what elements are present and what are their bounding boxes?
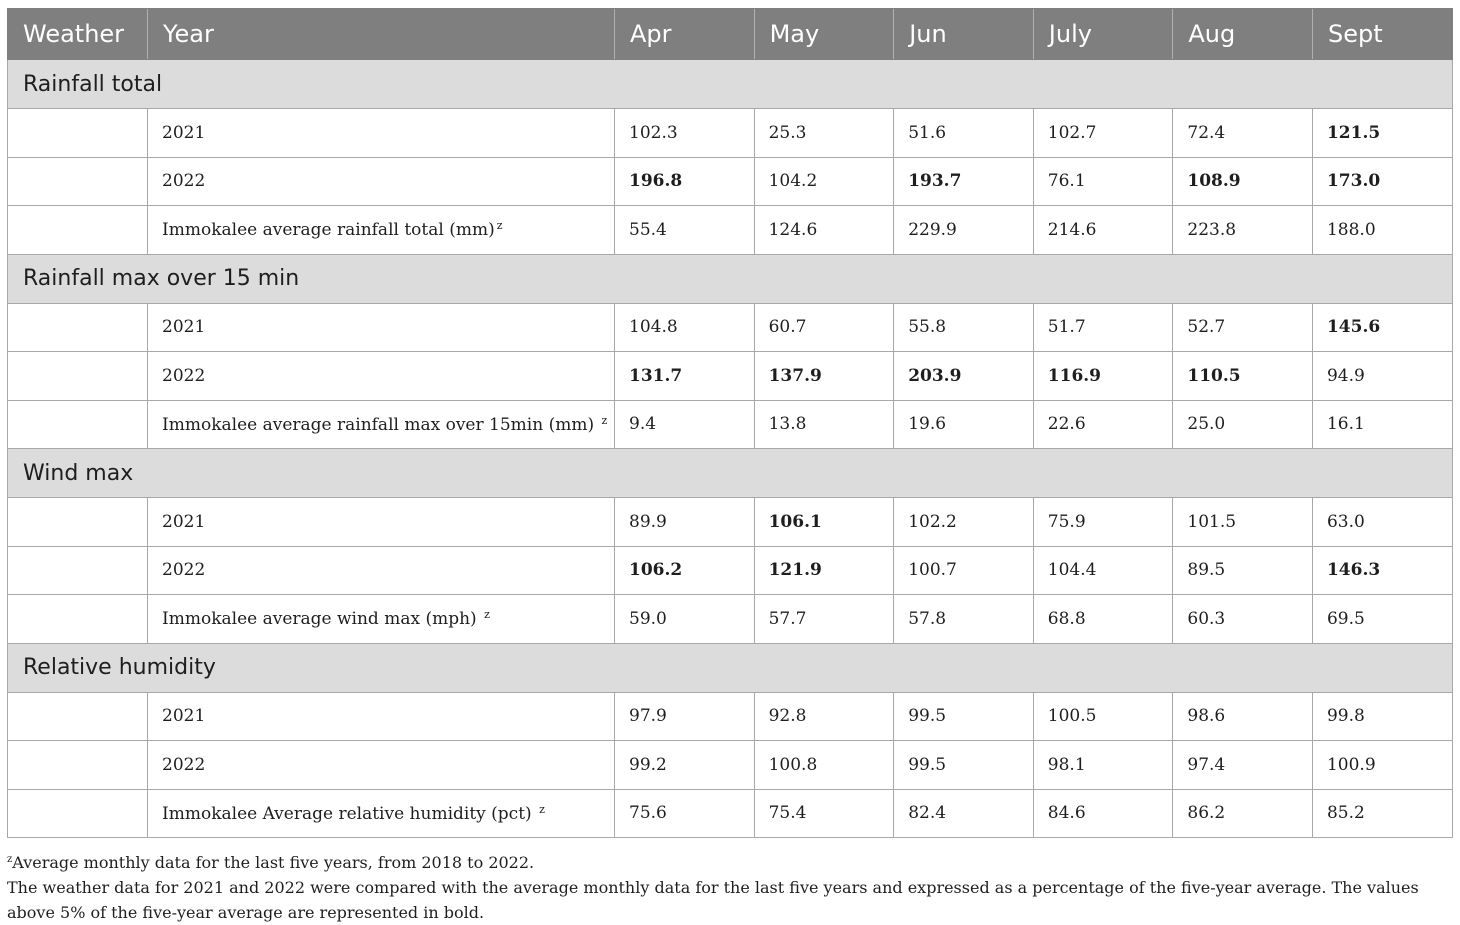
row-label: 2022 — [162, 754, 206, 775]
value-cell: 55.8 — [894, 303, 1034, 352]
value-cell: 97.9 — [615, 692, 755, 741]
value-cell: 51.7 — [1033, 303, 1173, 352]
year-cell — [148, 789, 615, 838]
footnote-text: Average monthly data for the last five years, from 2018 to 2022. — [12, 853, 535, 872]
group-label: Relative humidity — [8, 643, 1453, 692]
value-cell: 75.6 — [615, 789, 755, 838]
value-cell: 116.9 — [1033, 352, 1173, 401]
value-cell: 92.8 — [754, 692, 894, 741]
value-cell: 124.6 — [754, 206, 894, 255]
value-cell: 99.2 — [615, 741, 755, 790]
row-label: 2021 — [162, 122, 206, 143]
value-cell: 173.0 — [1312, 157, 1452, 206]
value-cell: 69.5 — [1312, 595, 1452, 644]
value-cell: 110.5 — [1173, 352, 1313, 401]
footnote-marker: z — [601, 413, 608, 427]
value-cell: 25.3 — [754, 109, 894, 158]
row-label: 2021 — [162, 706, 206, 727]
value-cell: 98.6 — [1173, 692, 1313, 741]
weather-cell — [8, 157, 148, 206]
weather-cell — [8, 400, 148, 449]
row-label: Immokalee Average relative humidity (pct) — [162, 803, 538, 824]
value-cell: 121.5 — [1312, 109, 1452, 158]
value-cell: 121.9 — [754, 546, 894, 595]
value-cell: 100.8 — [754, 741, 894, 790]
value-cell: 214.6 — [1033, 206, 1173, 255]
weather-cell — [8, 109, 148, 158]
year-cell — [148, 157, 615, 206]
group-label: Rainfall max over 15 min — [8, 254, 1453, 303]
year-cell — [148, 498, 615, 547]
group-row — [8, 643, 1453, 692]
value-cell: 51.6 — [894, 109, 1034, 158]
header-july: July — [1033, 9, 1173, 60]
value-cell: 102.2 — [894, 498, 1034, 547]
weather-cell — [8, 206, 148, 255]
value-cell: 131.7 — [615, 352, 755, 401]
table-row — [8, 400, 1453, 449]
value-cell: 68.8 — [1033, 595, 1173, 644]
weather-cell — [8, 741, 148, 790]
row-label: 2022 — [162, 560, 206, 581]
header-row — [8, 9, 1453, 60]
value-cell: 97.4 — [1173, 741, 1313, 790]
year-cell — [148, 206, 615, 255]
value-cell: 196.8 — [615, 157, 755, 206]
year-cell — [148, 352, 615, 401]
footnote — [7, 847, 1452, 875]
header-aug: Aug — [1173, 9, 1313, 60]
value-cell: 85.2 — [1312, 789, 1452, 838]
value-cell: 76.1 — [1033, 157, 1173, 206]
group-label: Rainfall total — [8, 60, 1453, 109]
group-row — [8, 449, 1453, 498]
value-cell: 75.9 — [1033, 498, 1173, 547]
group-row — [8, 254, 1453, 303]
year-cell — [148, 400, 615, 449]
weather-table — [7, 8, 1453, 838]
footnote-marker: z — [539, 802, 545, 816]
weather-cell — [8, 498, 148, 547]
weather-cell — [8, 789, 148, 838]
year-cell — [148, 692, 615, 741]
value-cell: 25.0 — [1173, 400, 1313, 449]
weather-cell — [8, 546, 148, 595]
group-label: Wind max — [8, 449, 1453, 498]
value-cell: 22.6 — [1033, 400, 1173, 449]
value-cell: 9.4 — [615, 400, 755, 449]
row-label: 2022 — [162, 171, 206, 192]
row-label: 2021 — [162, 511, 206, 532]
header-apr: Apr — [615, 9, 755, 60]
row-label: Immokalee average rainfall max over 15min (mm) — [162, 414, 600, 435]
value-cell: 13.8 — [754, 400, 894, 449]
value-cell: 59.0 — [615, 595, 755, 644]
value-cell: 84.6 — [1033, 789, 1173, 838]
table-row — [8, 303, 1453, 352]
value-cell: 98.1 — [1033, 741, 1173, 790]
value-cell: 94.9 — [1312, 352, 1452, 401]
table-row — [8, 157, 1453, 206]
value-cell: 104.4 — [1033, 546, 1173, 595]
value-cell: 57.7 — [754, 595, 894, 644]
value-cell: 72.4 — [1173, 109, 1313, 158]
value-cell: 55.4 — [615, 206, 755, 255]
value-cell: 99.5 — [894, 741, 1034, 790]
row-label: Immokalee average rainfall total (mm) — [162, 220, 495, 241]
value-cell: 63.0 — [1312, 498, 1452, 547]
value-cell: 101.5 — [1173, 498, 1313, 547]
value-cell: 100.9 — [1312, 741, 1452, 790]
header-may: May — [754, 9, 894, 60]
footnote-marker: z — [484, 608, 490, 622]
row-label: 2022 — [162, 365, 206, 386]
table-row — [8, 546, 1453, 595]
row-label: 2021 — [162, 317, 206, 338]
value-cell: 188.0 — [1312, 206, 1452, 255]
table-row — [8, 692, 1453, 741]
value-cell: 104.8 — [615, 303, 755, 352]
value-cell: 89.5 — [1173, 546, 1313, 595]
row-label: Immokalee average wind max (mph) — [162, 609, 483, 630]
year-cell — [148, 741, 615, 790]
value-cell: 106.2 — [615, 546, 755, 595]
group-row — [8, 60, 1453, 109]
header-sept: Sept — [1312, 9, 1452, 60]
table-row — [8, 498, 1453, 547]
value-cell: 137.9 — [754, 352, 894, 401]
value-cell: 99.5 — [894, 692, 1034, 741]
value-cell: 57.8 — [894, 595, 1034, 644]
value-cell: 229.9 — [894, 206, 1034, 255]
footnote-marker: z — [496, 219, 503, 233]
value-cell: 86.2 — [1173, 789, 1313, 838]
weather-table-container — [7, 8, 1452, 925]
value-cell: 19.6 — [894, 400, 1034, 449]
value-cell: 102.3 — [615, 109, 755, 158]
header-weather: Weather — [8, 9, 148, 60]
value-cell: 99.8 — [1312, 692, 1452, 741]
header-jun: Jun — [894, 9, 1034, 60]
weather-cell — [8, 352, 148, 401]
table-notes — [7, 847, 1452, 925]
weather-cell — [8, 303, 148, 352]
table-explanation: The weather data for 2021 and 2022 were compared with the average monthly data for the last five years and expressed as a percentage of the five-year average. The values above 5% of the five-year average are represented in bold. — [7, 878, 1419, 922]
value-cell: 145.6 — [1312, 303, 1452, 352]
year-cell — [148, 595, 615, 644]
weather-cell — [8, 692, 148, 741]
year-cell — [148, 303, 615, 352]
value-cell: 108.9 — [1173, 157, 1313, 206]
table-body — [8, 60, 1453, 838]
value-cell: 75.4 — [754, 789, 894, 838]
value-cell: 100.7 — [894, 546, 1034, 595]
value-cell: 60.3 — [1173, 595, 1313, 644]
year-cell — [148, 109, 615, 158]
weather-cell — [8, 595, 148, 644]
value-cell: 16.1 — [1312, 400, 1452, 449]
footnote-marker: z — [7, 854, 13, 865]
value-cell: 52.7 — [1173, 303, 1313, 352]
year-cell — [148, 546, 615, 595]
value-cell: 89.9 — [615, 498, 755, 547]
value-cell: 102.7 — [1033, 109, 1173, 158]
table-row — [8, 741, 1453, 790]
value-cell: 146.3 — [1312, 546, 1452, 595]
value-cell: 60.7 — [754, 303, 894, 352]
table-row — [8, 595, 1453, 644]
table-row — [8, 789, 1453, 838]
value-cell: 106.1 — [754, 498, 894, 547]
table-row — [8, 352, 1453, 401]
table-row — [8, 109, 1453, 158]
value-cell: 82.4 — [894, 789, 1034, 838]
value-cell: 193.7 — [894, 157, 1034, 206]
value-cell: 100.5 — [1033, 692, 1173, 741]
value-cell: 104.2 — [754, 157, 894, 206]
value-cell: 203.9 — [894, 352, 1034, 401]
header-year: Year — [148, 9, 615, 60]
value-cell: 223.8 — [1173, 206, 1313, 255]
table-row — [8, 206, 1453, 255]
